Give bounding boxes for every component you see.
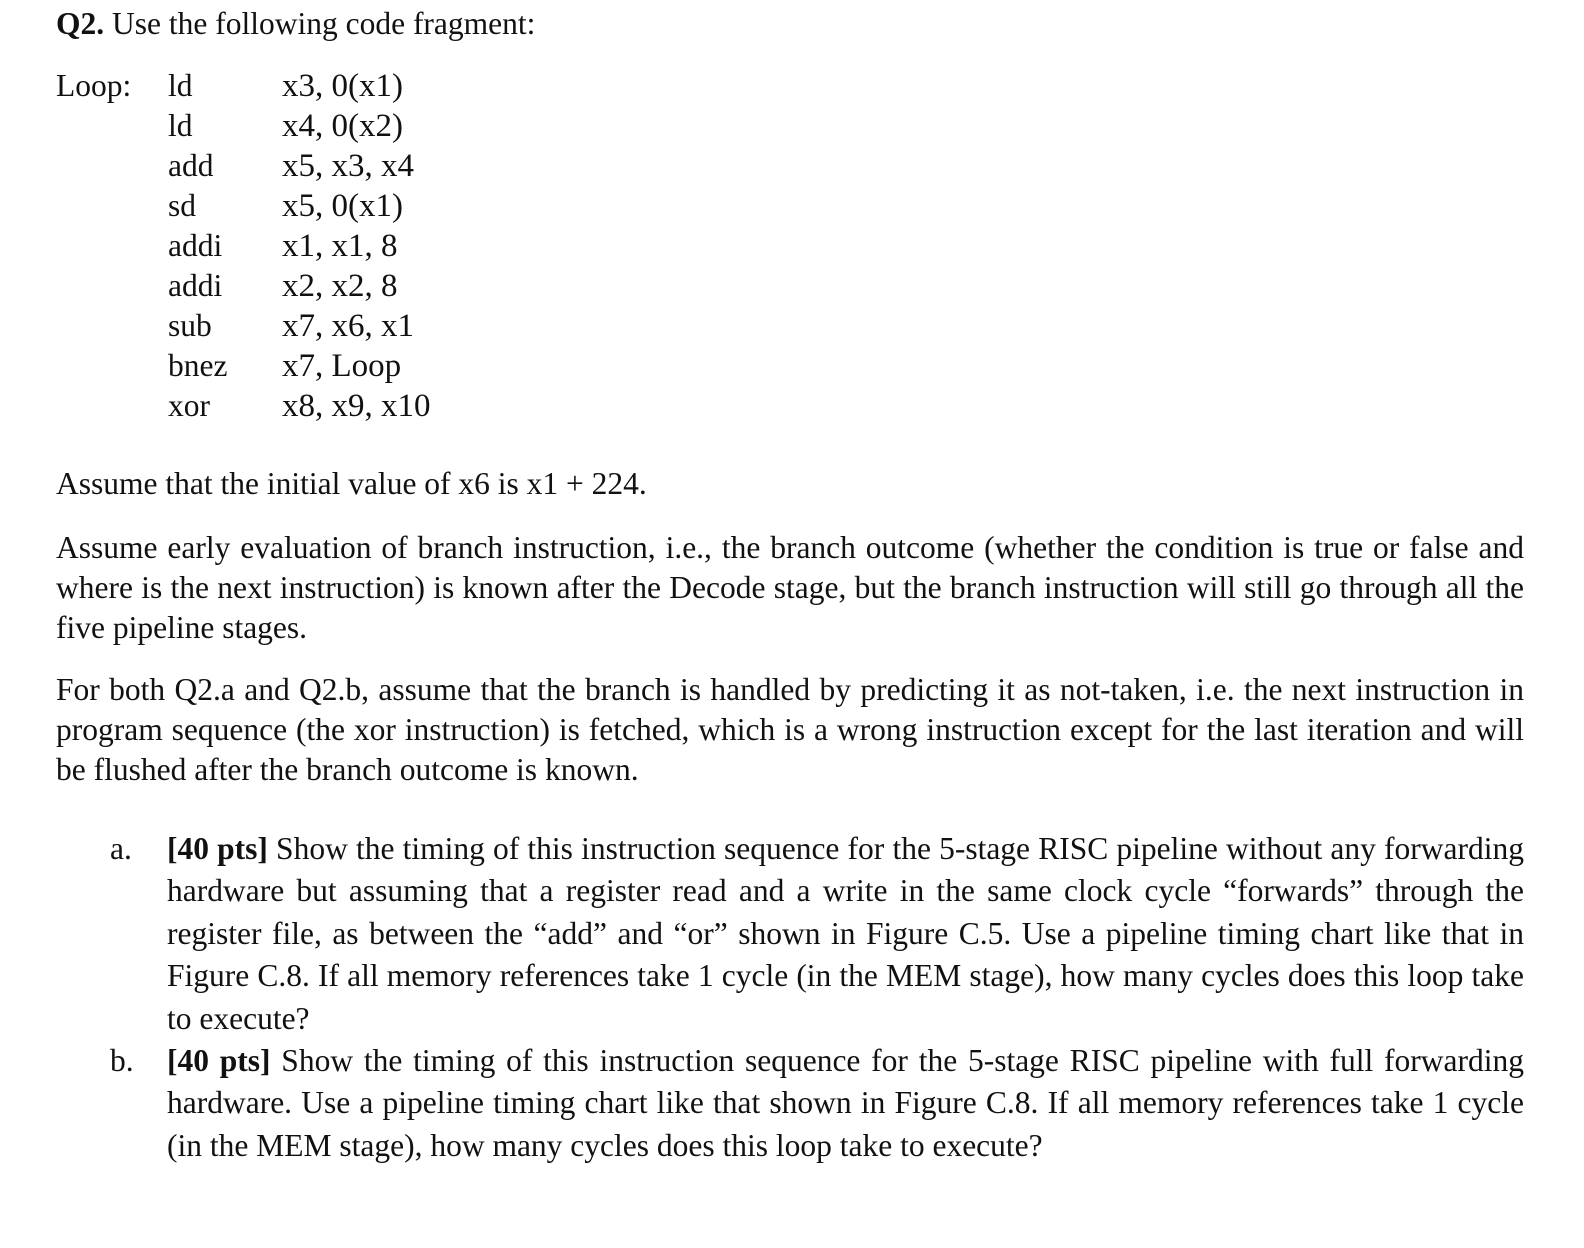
code-opcode: sd xyxy=(168,188,197,223)
assumption-initial-value: Assume that the initial value of x6 is x1 + 224. xyxy=(56,466,647,501)
code-opcode: bnez xyxy=(168,348,228,383)
question-number: Q2. xyxy=(56,6,105,41)
code-operands: x2, x2, 8 xyxy=(282,268,398,304)
code-opcode: addi xyxy=(168,268,223,303)
part-b-marker: b. xyxy=(110,1043,134,1079)
code-opcode: ld xyxy=(168,108,193,143)
code-opcode: add xyxy=(168,148,214,183)
part-b-text: Show the timing of this instruction sequence for the 5-stage RISC pipeline with full forwarding hardware. Use a pipeline timing chart like that shown in Figure C.8. If all memory references take 1 cycle (in the MEM stage), how many cycles does this loop take to execute? xyxy=(167,1043,1525,1163)
part-b xyxy=(56,1040,1524,1167)
code-operands: x5, 0(x1) xyxy=(282,188,403,224)
part-a-text: Show the timing of this instruction sequence for the 5-stage RISC pipeline without any forwarding hardware but assuming that a register read and a write in the same clock cycle “forwards” through the register file, as between the “add” and “or” shown in Figure C.5. Use a pipeline timing chart like that in Figure C.8. If all memory references take 1 cycle (in the MEM stage), how many cycles does this loop take to execute? xyxy=(167,831,1524,1036)
code-opcode: addi xyxy=(168,228,223,263)
code-operands: x7, x6, x1 xyxy=(282,308,414,344)
part-a xyxy=(56,828,1524,1040)
code-label: Loop: xyxy=(56,68,132,103)
assumption-not-taken: For both Q2.a and Q2.b, assume that the branch is handled by predicting it as not-taken, i.e. the next instruction in program sequence (the xor instruction) is fetched, which is a wrong instruction except for the last iteration and will be flushed after the branch outcome is known. xyxy=(56,672,1524,787)
code-opcode: ld xyxy=(168,68,193,103)
part-a-marker: a. xyxy=(110,831,132,866)
code-operands: x5, x3, x4 xyxy=(282,148,414,184)
question-title-text: Use the following code fragment: xyxy=(112,6,536,41)
code-operands: x3, 0(x1) xyxy=(282,68,403,104)
assumption-early-branch: Assume early evaluation of branch instruction, i.e., the branch outcome (whether the condition is true or false and where is the next instruction) is known after the Decode stage, but the branch instruction will still go through all the five pipeline stages. xyxy=(56,530,1524,645)
code-operands: x4, 0(x2) xyxy=(282,108,403,144)
code-opcode: sub xyxy=(168,308,212,343)
code-opcode: xor xyxy=(168,388,210,423)
code-operands: x8, x9, x10 xyxy=(282,388,431,424)
part-b-points: [40 pts] xyxy=(167,1043,271,1079)
code-operands: x7, Loop xyxy=(282,348,402,384)
question-parts xyxy=(56,828,1524,1167)
part-a-points: [40 pts] xyxy=(167,831,268,866)
question-title xyxy=(56,4,535,44)
code-operands: x1, x1, 8 xyxy=(282,228,398,264)
